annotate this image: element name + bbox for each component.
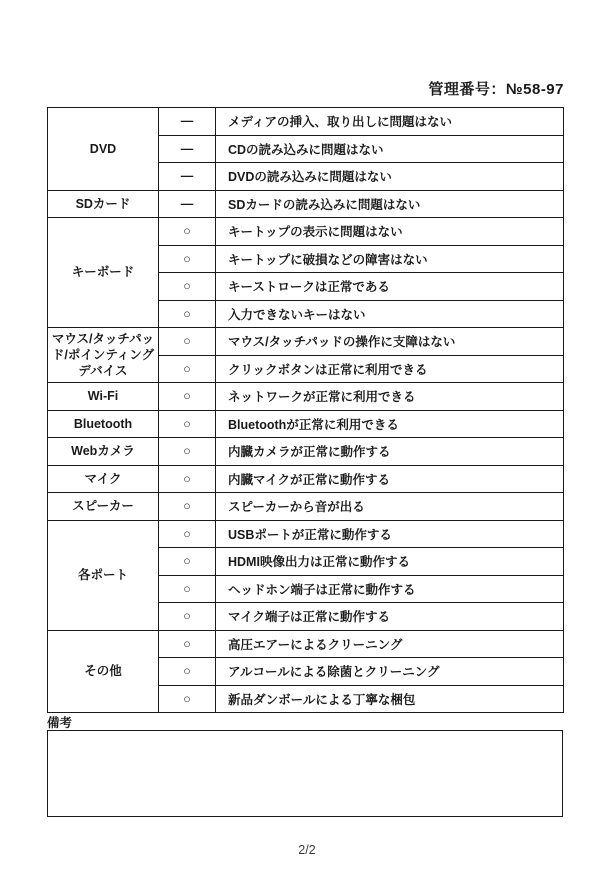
mark-cell: ○ (159, 355, 216, 383)
category-cell: Webカメラ (48, 438, 159, 466)
category-cell: Bluetooth (48, 410, 159, 438)
mark-cell: ○ (159, 300, 216, 328)
category-cell: マイク (48, 465, 159, 493)
mark-cell: ○ (159, 575, 216, 603)
table-row (48, 493, 564, 521)
description-cell: アルコールによる除菌とクリーニング (216, 658, 564, 686)
description-cell: スピーカーから音が出る (216, 493, 564, 521)
table-row (48, 630, 564, 658)
description-cell: Bluetoothが正常に利用できる (216, 410, 564, 438)
category-cell: キーボード (48, 218, 159, 328)
description-cell: 高圧エアーによるクリーニング (216, 630, 564, 658)
description-cell: ネットワークが正常に利用できる (216, 383, 564, 411)
table-row (48, 410, 564, 438)
page-number: 2/2 (298, 843, 316, 857)
table-row (48, 328, 564, 356)
description-cell: ヘッドホン端子は正常に動作する (216, 575, 564, 603)
description-cell: キートップの表示に問題はない (216, 218, 564, 246)
table-row (48, 438, 564, 466)
mark-cell: ○ (159, 383, 216, 411)
mark-cell: ○ (159, 218, 216, 246)
mark-cell: — (159, 135, 216, 163)
mark-cell: ○ (159, 493, 216, 521)
mark-cell: ○ (159, 658, 216, 686)
description-cell: 内臓マイクが正常に動作する (216, 465, 564, 493)
description-cell: キーストロークは正常である (216, 273, 564, 301)
checklist-table (47, 107, 564, 713)
mark-cell: ○ (159, 548, 216, 576)
doc-number-label: 管理番号：№58-97 (428, 81, 564, 98)
category-cell: スピーカー (48, 493, 159, 521)
description-cell: メディアの挿入、取り出しに問題はない (216, 108, 564, 136)
mark-cell: ○ (159, 438, 216, 466)
table-row (48, 108, 564, 136)
category-cell: SDカード (48, 190, 159, 218)
category-cell: マウス/タッチパッド/ポインティングデバイス (48, 328, 159, 383)
mark-cell: ○ (159, 685, 216, 713)
description-cell: マウス/タッチパッドの操作に支障はない (216, 328, 564, 356)
category-cell: DVD (48, 108, 159, 191)
table-row (48, 520, 564, 548)
description-cell: キートップに破損などの障害はない (216, 245, 564, 273)
remarks-label: 備考 (47, 716, 73, 730)
mark-cell: ○ (159, 520, 216, 548)
mark-cell: — (159, 190, 216, 218)
category-cell: Wi-Fi (48, 383, 159, 411)
description-cell: 入力できないキーはない (216, 300, 564, 328)
description-cell: クリックボタンは正常に利用できる (216, 355, 564, 383)
description-cell: USBポートが正常に動作する (216, 520, 564, 548)
description-cell: CDの読み込みに問題はない (216, 135, 564, 163)
table-row (48, 383, 564, 411)
remarks-box (47, 730, 563, 817)
table-row (48, 218, 564, 246)
mark-cell: — (159, 163, 216, 191)
table-row (48, 190, 564, 218)
mark-cell: — (159, 108, 216, 136)
checklist-table-body (48, 108, 564, 713)
description-cell: 内臓カメラが正常に動作する (216, 438, 564, 466)
mark-cell: ○ (159, 245, 216, 273)
mark-cell: ○ (159, 630, 216, 658)
description-cell: HDMI映像出力は正常に動作する (216, 548, 564, 576)
table-row (48, 465, 564, 493)
mark-cell: ○ (159, 603, 216, 631)
description-cell: マイク端子は正常に動作する (216, 603, 564, 631)
description-cell: SDカードの読み込みに問題はない (216, 190, 564, 218)
description-cell: 新品ダンボールによる丁寧な梱包 (216, 685, 564, 713)
description-cell: DVDの読み込みに問題はない (216, 163, 564, 191)
mark-cell: ○ (159, 273, 216, 301)
category-cell: 各ポート (48, 520, 159, 630)
category-cell: その他 (48, 630, 159, 713)
mark-cell: ○ (159, 410, 216, 438)
mark-cell: ○ (159, 465, 216, 493)
mark-cell: ○ (159, 328, 216, 356)
